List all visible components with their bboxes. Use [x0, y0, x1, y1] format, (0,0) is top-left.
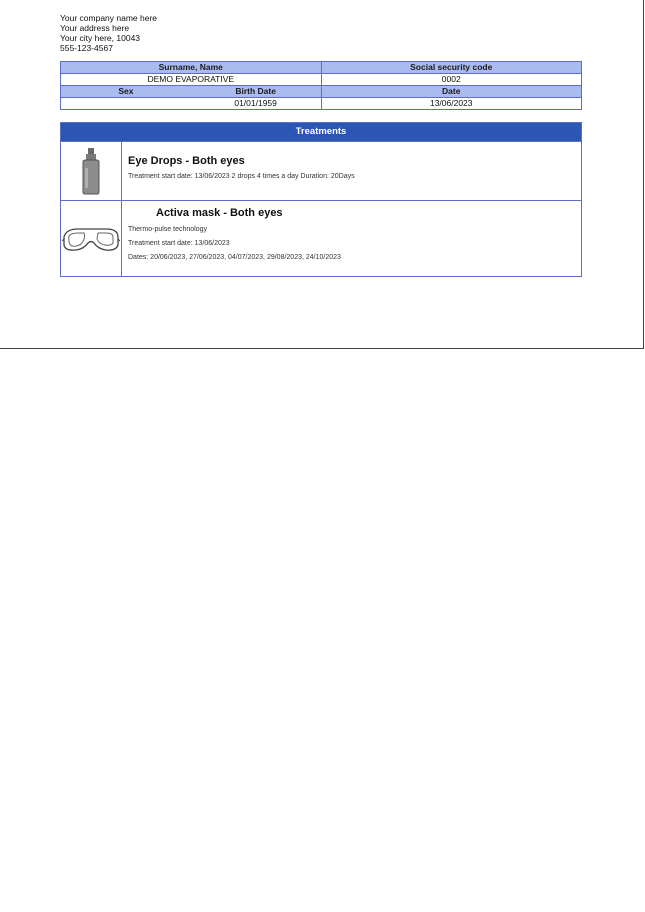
treatments-header: Treatments — [61, 123, 581, 141]
sex-label: Sex — [118, 86, 134, 96]
company-city: Your city here, 10043 — [60, 33, 141, 43]
treatments-table — [60, 122, 582, 277]
report-page — [0, 0, 644, 349]
ssc-label: Social security code — [321, 62, 582, 74]
treatment-technology: Thermo-pulse technology — [128, 226, 207, 233]
treatment-title: Eye Drops - Both eyes — [128, 155, 245, 167]
treatment-row — [61, 141, 581, 200]
company-name: Your company name here — [60, 13, 158, 23]
birth-label: Birth Date — [235, 86, 276, 96]
surname-value: DEMO EVAPORATIVE — [61, 74, 322, 86]
date-label: Date — [321, 86, 582, 98]
treatment-detail: Treatment start date: 13/06/2023 2 drops 4 times a day Duration: 20Days — [128, 173, 355, 180]
company-address: Your address here — [60, 23, 130, 33]
sex-birth-values — [61, 98, 322, 110]
company-phone: 555-123-4567 — [60, 43, 113, 53]
eye-drops-bottle-icon — [78, 146, 104, 196]
goggles-mask-icon — [62, 223, 120, 255]
sex-birth-header — [61, 86, 322, 98]
treatment-start-date: Treatment start date: 13/06/2023 — [128, 240, 230, 247]
ssc-value: 0002 — [321, 74, 582, 86]
treatment-row — [61, 200, 581, 276]
birth-value: 01/01/1959 — [234, 98, 277, 108]
patient-info-table — [60, 61, 582, 110]
date-value: 13/06/2023 — [321, 98, 582, 110]
company-info — [60, 13, 157, 53]
treatment-dates: Dates: 20/06/2023, 27/06/2023, 04/07/2023, 29/08/2023, 24/10/2023 — [128, 254, 341, 261]
surname-label: Surname, Name — [61, 62, 322, 74]
treatment-title: Activa mask - Both eyes — [156, 207, 283, 219]
